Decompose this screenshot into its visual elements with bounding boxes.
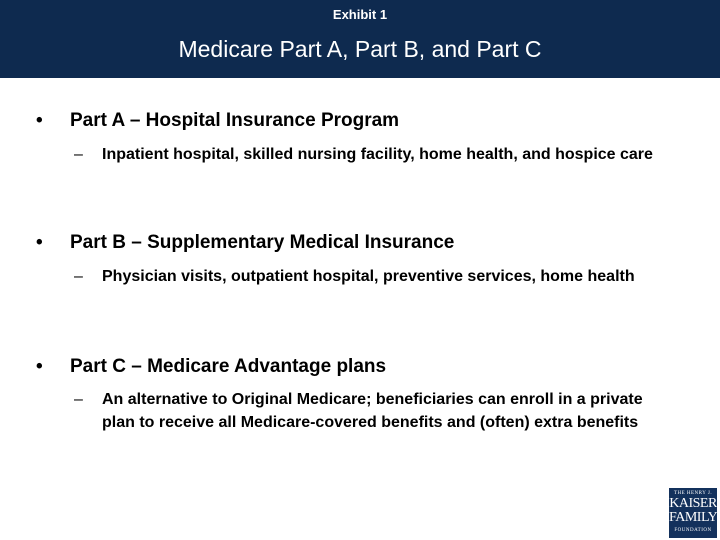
bullet-text: Part B – Supplementary Medical Insurance [70, 232, 455, 253]
exhibit-label: Exhibit 1 [332, 7, 388, 22]
slide-title: Medicare Part A, Part B, and Part C [178, 36, 542, 62]
sub-bullet-marker: – [74, 391, 83, 408]
sub-bullet-text: An alternative to Original Medicare; beneficiaries can enroll in a private plan to receive all Medicare-covered benefits and (often) extra benefits [102, 391, 643, 431]
logo-line: THE HENRY J. [673, 491, 713, 496]
bullet-marker: • [36, 356, 43, 377]
slide-header [0, 0, 720, 78]
kaiser-family-foundation-logo [669, 488, 717, 538]
logo-line: FAMILY [669, 510, 718, 525]
bullet-marker: • [36, 110, 43, 131]
bullet-text: Part C – Medicare Advantage plans [70, 356, 387, 377]
logo-line: KAISER [669, 496, 717, 511]
bullet-marker: • [36, 232, 43, 253]
sub-bullet-marker: – [74, 146, 83, 163]
sub-bullet-part-a [74, 143, 674, 166]
sub-bullet-part-c [74, 388, 674, 434]
sub-bullet-marker: – [74, 268, 83, 285]
sub-bullet-text: Physician visits, outpatient hospital, preventive services, home health [102, 268, 635, 285]
logo-line: FOUNDATION [674, 528, 712, 533]
sub-bullet-part-b [74, 265, 674, 288]
sub-bullet-text: Inpatient hospital, skilled nursing facility, home health, and hospice care [102, 146, 653, 163]
bullet-text: Part A – Hospital Insurance Program [70, 110, 400, 131]
